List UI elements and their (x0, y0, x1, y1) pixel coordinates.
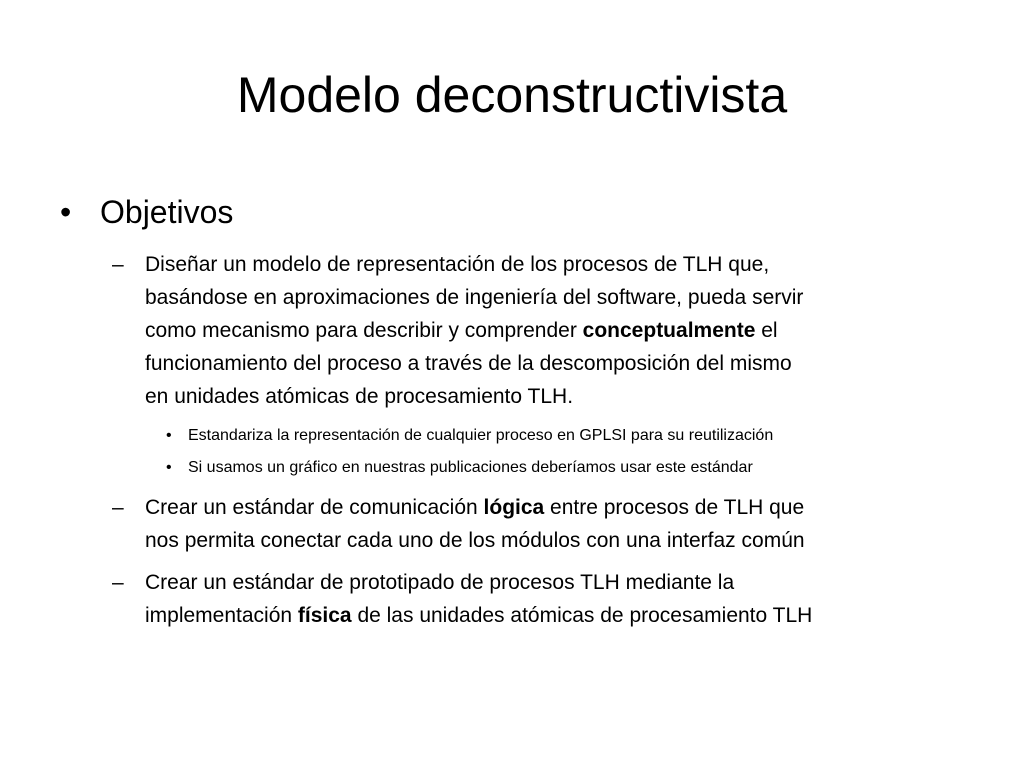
item3-line-1: Crear un estándar de prototipado de procesos TLH mediante la (145, 571, 735, 594)
objective-item-1 (112, 248, 982, 413)
item2-line-1-post: entre procesos de TLH que (544, 496, 805, 519)
main-bullet-text: Objetivos (100, 194, 234, 230)
dash-icon: – (112, 253, 124, 276)
item1-line-3 (145, 314, 982, 347)
bullet-icon: • (60, 194, 72, 230)
item3-line-2-pre: implementación (145, 604, 298, 627)
dash-icon: – (112, 571, 124, 594)
subitem-1-text: Estandariza la representación de cualquier proceso en GPLSI para su reutilización (188, 427, 774, 444)
item1-bold-word: conceptualmente (582, 319, 756, 342)
item2-line-2: nos permita conectar cada uno de los módulos con una interfaz común (145, 529, 805, 552)
item3-bold-word: física (297, 604, 352, 627)
subitem-2 (166, 455, 753, 481)
bullet-icon: • (166, 427, 172, 444)
item1-line-5: en unidades atómicas de procesamiento TLH. (145, 385, 574, 408)
subitem-1 (166, 423, 773, 449)
objective-item-2 (112, 491, 982, 557)
item1-line-4: funcionamiento del proceso a través de la descomposición del mismo (145, 352, 792, 375)
item1-line-1: Diseñar un modelo de representación de los procesos de TLH que, (145, 253, 770, 276)
slide-title: Modelo deconstructivista (236, 67, 788, 123)
item3-line-2-post: de las unidades atómicas de procesamiento TLH (351, 604, 813, 627)
item2-bold-word: lógica (483, 496, 545, 519)
item1-line-2: basándose en aproximaciones de ingeniería del software, pueda servir (145, 286, 804, 309)
item2-line-1 (145, 491, 982, 524)
objective-item-3 (112, 566, 982, 632)
dash-icon: – (112, 496, 124, 519)
bullet-icon: • (166, 459, 172, 476)
item3-line-2 (145, 599, 982, 632)
item2-line-1-pre: Crear un estándar de comunicación (145, 496, 484, 519)
item1-line-3-post: el (755, 319, 778, 342)
item1-line-3-pre: como mecanismo para describir y comprender (145, 319, 583, 342)
subitem-2-text: Si usamos un gráfico en nuestras publicaciones deberíamos usar este estándar (188, 459, 753, 476)
